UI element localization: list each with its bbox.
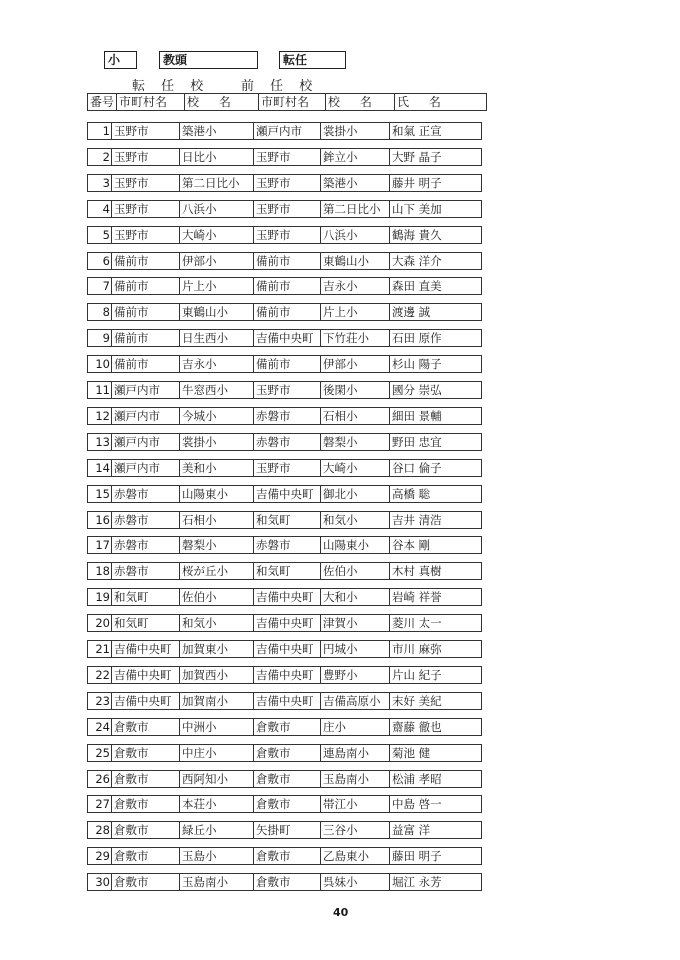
row-city-prev: 倉敷市 bbox=[254, 744, 321, 761]
row-num: 16 bbox=[88, 511, 112, 528]
table-row bbox=[87, 355, 482, 373]
row-school-new: 大崎小 bbox=[180, 226, 254, 243]
row-school-new: 第二日比小 bbox=[180, 174, 254, 191]
row-school-new: 日生西小 bbox=[180, 330, 254, 347]
row-city-new: 赤磐市 bbox=[112, 511, 180, 528]
table-row bbox=[87, 821, 482, 839]
row-school-new: 玉島南小 bbox=[180, 874, 254, 891]
row-city-prev: 瀬戸内市 bbox=[254, 123, 321, 140]
row-city-prev: 玉野市 bbox=[254, 174, 321, 191]
row-school-new: 築港小 bbox=[180, 123, 254, 140]
row-city-new: 玉野市 bbox=[112, 148, 180, 165]
row-school-prev: 吉永小 bbox=[321, 278, 390, 295]
row-school-prev: 佐伯小 bbox=[321, 563, 390, 580]
table-row bbox=[87, 562, 482, 580]
row-school-prev: 御北小 bbox=[321, 485, 390, 502]
row-city-new: 和気町 bbox=[112, 615, 180, 632]
row-school-prev: 津賀小 bbox=[321, 615, 390, 632]
table-row bbox=[87, 174, 482, 192]
row-school-prev: 玉島南小 bbox=[321, 770, 390, 787]
row-school-new: 日比小 bbox=[180, 148, 254, 165]
row-city-prev: 矢掛町 bbox=[254, 822, 321, 839]
table-row bbox=[87, 588, 482, 606]
row-school-prev: 磐梨小 bbox=[321, 433, 390, 450]
row-name: 藤井 明子 bbox=[390, 174, 482, 191]
row-num: 1 bbox=[88, 123, 112, 140]
row-city-prev: 赤磐市 bbox=[254, 537, 321, 554]
row-school-prev: 鉾立小 bbox=[321, 148, 390, 165]
row-name: 野田 忠宜 bbox=[390, 433, 482, 450]
row-school-new: 中洲小 bbox=[180, 718, 254, 735]
table-row bbox=[87, 407, 482, 425]
row-city-new: 備前市 bbox=[112, 356, 180, 373]
row-city-prev: 倉敷市 bbox=[254, 874, 321, 891]
row-city-prev: 倉敷市 bbox=[254, 770, 321, 787]
row-city-new: 瀬戸内市 bbox=[112, 407, 180, 424]
row-name: 大森 洋介 bbox=[390, 252, 482, 269]
row-school-prev: 後閑小 bbox=[321, 382, 390, 399]
row-num: 18 bbox=[88, 563, 112, 580]
row-city-prev: 玉野市 bbox=[254, 226, 321, 243]
row-num: 15 bbox=[88, 485, 112, 502]
row-num: 28 bbox=[88, 822, 112, 839]
row-school-prev: 東鶴山小 bbox=[321, 252, 390, 269]
table-row bbox=[87, 252, 482, 270]
row-school-new: 加賀東小 bbox=[180, 641, 254, 658]
row-city-prev: 吉備中央町 bbox=[254, 330, 321, 347]
row-num: 5 bbox=[88, 226, 112, 243]
row-school-prev: 円城小 bbox=[321, 641, 390, 658]
row-name: 谷口 倫子 bbox=[390, 459, 482, 476]
row-school-new: 玉島小 bbox=[180, 848, 254, 865]
table-row bbox=[87, 536, 482, 554]
row-num: 4 bbox=[88, 200, 112, 217]
row-name: 高橋 聡 bbox=[390, 485, 482, 502]
row-school-new: 東鶴山小 bbox=[180, 304, 254, 321]
row-city-new: 赤磐市 bbox=[112, 485, 180, 502]
row-num: 6 bbox=[88, 252, 112, 269]
table-row bbox=[87, 770, 482, 788]
row-num: 29 bbox=[88, 848, 112, 865]
row-school-new: 磐梨小 bbox=[180, 537, 254, 554]
row-num: 26 bbox=[88, 770, 112, 787]
table-row bbox=[87, 614, 482, 632]
row-num: 2 bbox=[88, 148, 112, 165]
col-name: 氏 名 bbox=[395, 94, 487, 111]
row-city-prev: 玉野市 bbox=[254, 200, 321, 217]
row-city-prev: 赤磐市 bbox=[254, 407, 321, 424]
col-school-prev: 校 名 bbox=[326, 94, 395, 111]
row-city-new: 吉備中央町 bbox=[112, 692, 180, 709]
row-city-new: 倉敷市 bbox=[112, 718, 180, 735]
table-row bbox=[87, 718, 482, 736]
row-school-new: 吉永小 bbox=[180, 356, 254, 373]
row-name: 吉井 清浩 bbox=[390, 511, 482, 528]
table-row bbox=[87, 485, 482, 503]
row-city-new: 倉敷市 bbox=[112, 822, 180, 839]
row-city-new: 瀬戸内市 bbox=[112, 459, 180, 476]
column-header bbox=[87, 93, 487, 111]
row-school-prev: 和気小 bbox=[321, 511, 390, 528]
row-name: 鶴海 貴久 bbox=[390, 226, 482, 243]
row-name: 國分 崇弘 bbox=[390, 382, 482, 399]
row-city-prev: 和気町 bbox=[254, 511, 321, 528]
row-city-new: 瀬戸内市 bbox=[112, 433, 180, 450]
row-school-new: 山陽東小 bbox=[180, 485, 254, 502]
row-name: 谷本 剛 bbox=[390, 537, 482, 554]
row-city-new: 赤磐市 bbox=[112, 563, 180, 580]
row-name: 片山 紀子 bbox=[390, 666, 482, 683]
row-school-prev: 山陽東小 bbox=[321, 537, 390, 554]
role-label: 教頭 bbox=[159, 51, 258, 69]
row-school-new: 加賀南小 bbox=[180, 692, 254, 709]
row-school-prev: 呉妹小 bbox=[321, 874, 390, 891]
row-num: 13 bbox=[88, 433, 112, 450]
row-city-new: 玉野市 bbox=[112, 200, 180, 217]
row-name: 渡邊 誠 bbox=[390, 304, 482, 321]
new-school-heading: 転 任 校 bbox=[132, 79, 210, 94]
row-school-new: 伊部小 bbox=[180, 252, 254, 269]
table-row bbox=[87, 433, 482, 451]
row-city-prev: 備前市 bbox=[254, 278, 321, 295]
row-school-new: 今城小 bbox=[180, 407, 254, 424]
row-num: 24 bbox=[88, 718, 112, 735]
table-row bbox=[87, 640, 482, 658]
row-name: 菊池 健 bbox=[390, 744, 482, 761]
table-row bbox=[87, 459, 482, 477]
row-city-prev: 吉備中央町 bbox=[254, 666, 321, 683]
row-school-prev: 大和小 bbox=[321, 589, 390, 606]
table-row bbox=[87, 381, 482, 399]
row-school-prev: 裳掛小 bbox=[321, 123, 390, 140]
row-city-prev: 和気町 bbox=[254, 563, 321, 580]
row-school-prev: 第二日比小 bbox=[321, 200, 390, 217]
row-city-prev: 備前市 bbox=[254, 304, 321, 321]
row-num: 30 bbox=[88, 874, 112, 891]
type-label: 小 bbox=[104, 51, 137, 69]
row-city-prev: 倉敷市 bbox=[254, 718, 321, 735]
row-city-new: 瀬戸内市 bbox=[112, 382, 180, 399]
col-num: 番号 bbox=[88, 94, 117, 111]
row-num: 10 bbox=[88, 356, 112, 373]
row-school-new: 中庄小 bbox=[180, 744, 254, 761]
row-city-new: 和気町 bbox=[112, 589, 180, 606]
row-city-new: 備前市 bbox=[112, 278, 180, 295]
row-num: 20 bbox=[88, 615, 112, 632]
col-city-prev: 市町村名 bbox=[259, 94, 326, 111]
table-row bbox=[87, 666, 482, 684]
row-num: 11 bbox=[88, 382, 112, 399]
row-name: 木村 真樹 bbox=[390, 563, 482, 580]
table-row bbox=[87, 200, 482, 218]
row-num: 23 bbox=[88, 692, 112, 709]
row-city-new: 倉敷市 bbox=[112, 770, 180, 787]
row-school-new: 佐伯小 bbox=[180, 589, 254, 606]
row-city-new: 赤磐市 bbox=[112, 537, 180, 554]
row-school-new: 裳掛小 bbox=[180, 433, 254, 450]
row-school-new: 桜が丘小 bbox=[180, 563, 254, 580]
table-row bbox=[87, 744, 482, 762]
row-school-prev: 大崎小 bbox=[321, 459, 390, 476]
row-name: 堀江 永芳 bbox=[390, 874, 482, 891]
col-school-new: 校 名 bbox=[185, 94, 259, 111]
row-school-prev: 八浜小 bbox=[321, 226, 390, 243]
row-name: 山下 美加 bbox=[390, 200, 482, 217]
row-school-prev: 築港小 bbox=[321, 174, 390, 191]
row-school-prev: 片上小 bbox=[321, 304, 390, 321]
row-school-new: 片上小 bbox=[180, 278, 254, 295]
row-name: 市川 麻弥 bbox=[390, 641, 482, 658]
row-name: 森田 直美 bbox=[390, 278, 482, 295]
row-city-prev: 吉備中央町 bbox=[254, 641, 321, 658]
table-row bbox=[87, 226, 482, 244]
row-city-prev: 玉野市 bbox=[254, 148, 321, 165]
row-school-prev: 石相小 bbox=[321, 407, 390, 424]
row-name: 和氣 正宣 bbox=[390, 123, 482, 140]
row-school-prev: 三谷小 bbox=[321, 822, 390, 839]
row-city-new: 倉敷市 bbox=[112, 796, 180, 813]
row-name: 細田 景輔 bbox=[390, 407, 482, 424]
row-school-new: 牛窓西小 bbox=[180, 382, 254, 399]
row-city-new: 倉敷市 bbox=[112, 744, 180, 761]
row-num: 25 bbox=[88, 744, 112, 761]
row-school-new: 和気小 bbox=[180, 615, 254, 632]
row-city-new: 備前市 bbox=[112, 330, 180, 347]
row-city-new: 玉野市 bbox=[112, 174, 180, 191]
row-school-prev: 伊部小 bbox=[321, 356, 390, 373]
table-row bbox=[87, 511, 482, 529]
row-city-prev: 赤磐市 bbox=[254, 433, 321, 450]
row-city-new: 倉敷市 bbox=[112, 874, 180, 891]
table-row bbox=[87, 795, 482, 813]
row-school-prev: 下竹荘小 bbox=[321, 330, 390, 347]
row-city-new: 吉備中央町 bbox=[112, 666, 180, 683]
row-num: 9 bbox=[88, 330, 112, 347]
row-city-prev: 吉備中央町 bbox=[254, 692, 321, 709]
row-num: 22 bbox=[88, 666, 112, 683]
col-city-new: 市町村名 bbox=[117, 94, 185, 111]
row-school-new: 加賀西小 bbox=[180, 666, 254, 683]
row-name: 石田 原作 bbox=[390, 330, 482, 347]
row-school-new: 八浜小 bbox=[180, 200, 254, 217]
row-city-prev: 備前市 bbox=[254, 356, 321, 373]
row-num: 17 bbox=[88, 537, 112, 554]
table-row bbox=[87, 873, 482, 891]
table-row bbox=[87, 122, 482, 140]
row-city-prev: 吉備中央町 bbox=[254, 615, 321, 632]
row-school-new: 緑丘小 bbox=[180, 822, 254, 839]
row-name: 齋藤 徹也 bbox=[390, 718, 482, 735]
row-city-prev: 吉備中央町 bbox=[254, 485, 321, 502]
row-school-new: 西阿知小 bbox=[180, 770, 254, 787]
row-num: 19 bbox=[88, 589, 112, 606]
row-school-new: 本荘小 bbox=[180, 796, 254, 813]
row-school-prev: 帯江小 bbox=[321, 796, 390, 813]
action-label: 転任 bbox=[279, 51, 346, 69]
table-row bbox=[87, 847, 482, 865]
table-row bbox=[87, 277, 482, 295]
row-school-prev: 乙島東小 bbox=[321, 848, 390, 865]
row-school-prev: 庄小 bbox=[321, 718, 390, 735]
row-city-new: 玉野市 bbox=[112, 123, 180, 140]
row-num: 27 bbox=[88, 796, 112, 813]
row-city-prev: 玉野市 bbox=[254, 382, 321, 399]
row-school-prev: 吉備高原小 bbox=[321, 692, 390, 709]
row-name: 益富 洋 bbox=[390, 822, 482, 839]
row-city-prev: 倉敷市 bbox=[254, 796, 321, 813]
page-number: 40 bbox=[333, 906, 349, 919]
row-name: 中島 啓一 bbox=[390, 796, 482, 813]
row-num: 14 bbox=[88, 459, 112, 476]
row-city-new: 備前市 bbox=[112, 304, 180, 321]
row-city-new: 吉備中央町 bbox=[112, 641, 180, 658]
row-name: 杉山 陽子 bbox=[390, 356, 482, 373]
row-city-prev: 玉野市 bbox=[254, 459, 321, 476]
row-num: 3 bbox=[88, 174, 112, 191]
row-school-new: 美和小 bbox=[180, 459, 254, 476]
row-num: 21 bbox=[88, 641, 112, 658]
row-name: 岩崎 祥誉 bbox=[390, 589, 482, 606]
row-city-new: 備前市 bbox=[112, 252, 180, 269]
row-city-prev: 吉備中央町 bbox=[254, 589, 321, 606]
prev-school-heading: 前 任 校 bbox=[241, 79, 319, 94]
row-num: 8 bbox=[88, 304, 112, 321]
table-row bbox=[87, 303, 482, 321]
row-name: 末好 美紀 bbox=[390, 692, 482, 709]
row-num: 7 bbox=[88, 278, 112, 295]
row-school-prev: 豊野小 bbox=[321, 666, 390, 683]
row-city-prev: 備前市 bbox=[254, 252, 321, 269]
row-school-prev: 連島南小 bbox=[321, 744, 390, 761]
row-name: 大野 晶子 bbox=[390, 148, 482, 165]
row-name: 藤田 明子 bbox=[390, 848, 482, 865]
row-school-new: 石相小 bbox=[180, 511, 254, 528]
row-name: 松浦 孝昭 bbox=[390, 770, 482, 787]
table-row bbox=[87, 329, 482, 347]
row-city-new: 倉敷市 bbox=[112, 848, 180, 865]
row-name: 菱川 太一 bbox=[390, 615, 482, 632]
row-num: 12 bbox=[88, 407, 112, 424]
table-row bbox=[87, 148, 482, 166]
table-row bbox=[87, 692, 482, 710]
row-city-new: 玉野市 bbox=[112, 226, 180, 243]
row-city-prev: 倉敷市 bbox=[254, 848, 321, 865]
